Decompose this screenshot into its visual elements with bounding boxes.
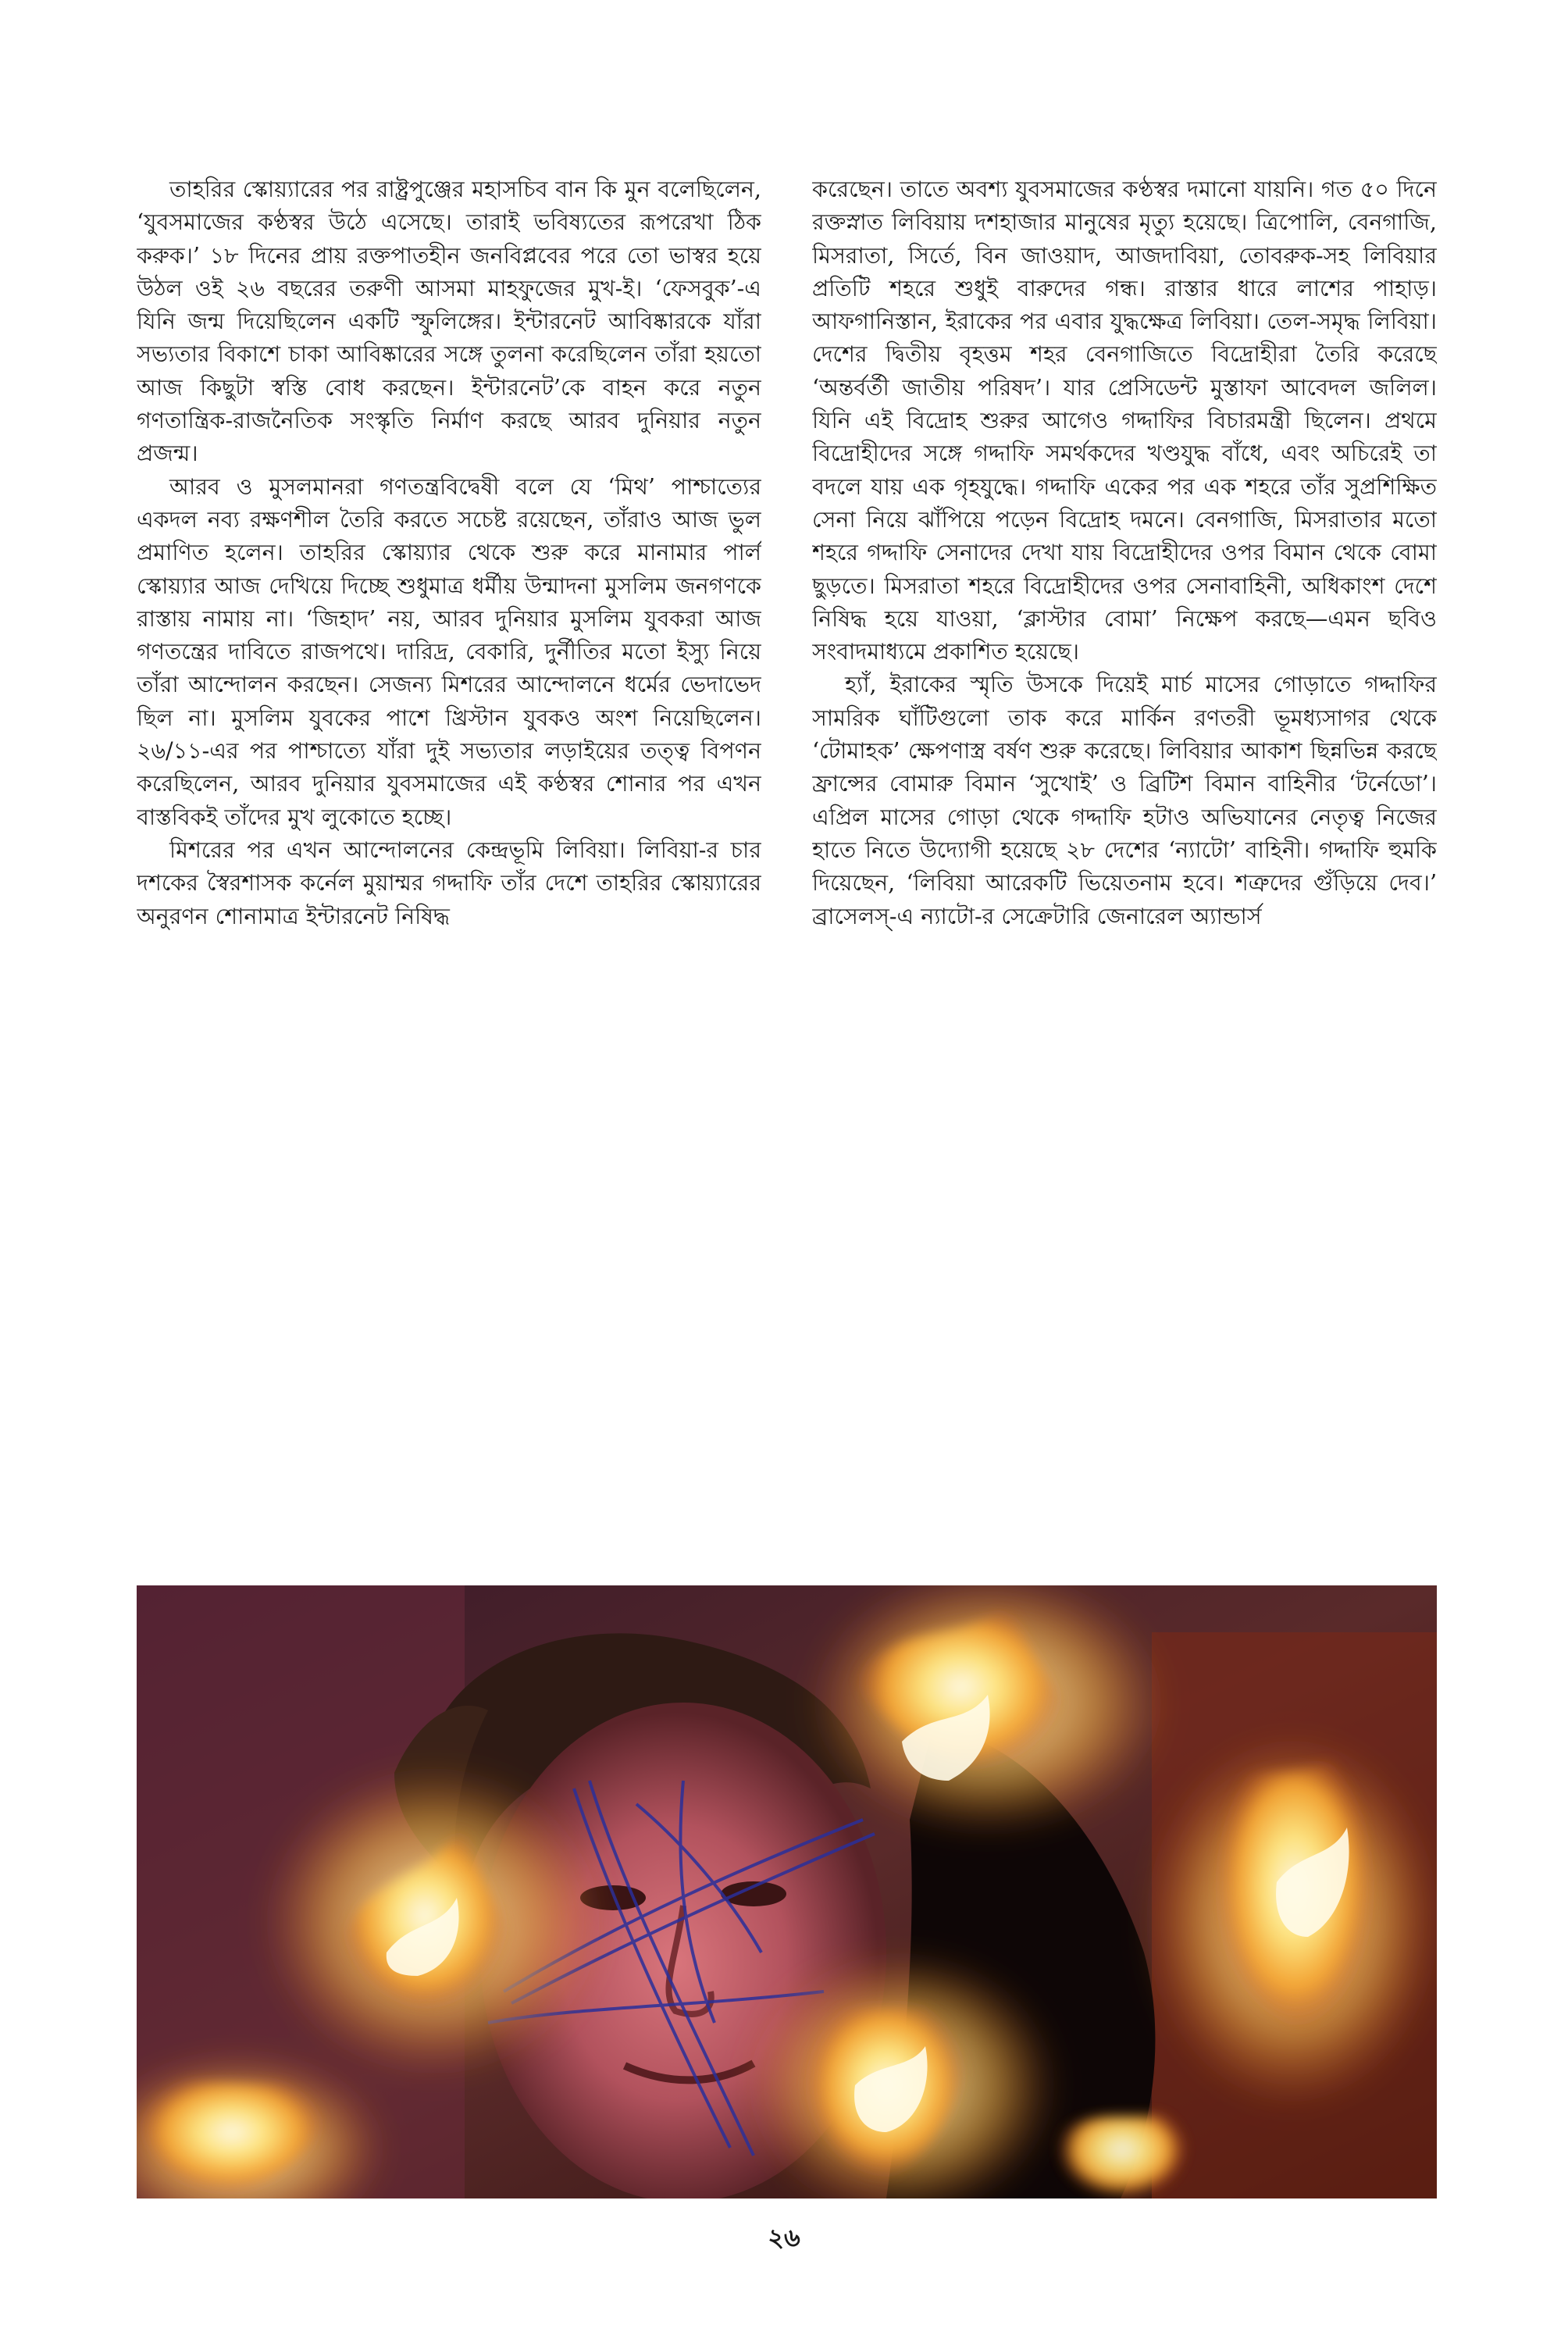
- article-column-left: [137, 173, 761, 1571]
- paragraph-continuation: করেছেন। তাতে অবশ্য যুবসমাজের কণ্ঠস্বর দমানো যায়নি। গত ৫০ দিনে রক্তস্নাত লিবিয়ায় দশহাজার মানুষের মৃত্যু হয়েছে। ত্রিপোলি, বেনগাজি, মিসরাতা, সির্তে, বিন জাওয়াদ, আজদাবিয়া, তোবরুক-সহ লিবিয়ার প্রতিটি শহরে শুধুই বারুদের গন্ধ। রাস্তার ধারে লাশের পাহাড়। আফগানিস্তান, ইরাকের পর এবার যুদ্ধক্ষেত্র লিবিয়া। তেল-সমৃদ্ধ লিবিয়া। দেশের দ্বিতীয় বৃহত্তম শহর বেনগাজিতে বিদ্রোহীরা তৈরি করেছে ‘অন্তর্বর্তী জাতীয় পরিষদ’। যার প্রেসিডেন্ট মুস্তাফা আবেদল জলিল। যিনি এই বিদ্রোহ শুরুর আগেও গদ্দাফির বিচারমন্ত্রী ছিলেন। প্রথমে বিদ্রোহীদের সঙ্গে গদ্দাফি সমর্থকদের খণ্ডযুদ্ধ বাঁধে, এবং অচিরেই তা বদলে যায় এক গৃহযুদ্ধে। গদ্দাফি একের পর এক শহরে তাঁর সুপ্রশিক্ষিত সেনা নিয়ে ঝাঁপিয়ে পড়েন বিদ্রোহ দমনে। বেনগাজি, মিসরাতার মতো শহরে গদ্দাফি সেনাদের দেখা যায় বিদ্রোহীদের ওপর বিমান থেকে বোমা ছুড়তে। মিসরাতা শহরে বিদ্রোহীদের ওপর সেনাবাহিনী, অধিকাংশ দেশে নিষিদ্ধ হয়ে যাওয়া, ‘ক্লাস্টার বোমা’ নিক্ষেপ করছে—এমন ছবিও সংবাদমাধ্যমে প্রকাশিত হয়েছে।: [812, 177, 1437, 665]
- burning-portrait-photo-icon: [137, 1585, 1437, 2198]
- paragraph: তাহরির স্কোয়্যারের পর রাষ্ট্রপুঞ্জের মহাসচিব বান কি মুন বলেছিলেন, ‘যুবসমাজের কণ্ঠস্বর উঠে এসেছে। তারাই ভবিষ্যতের রূপরেখা ঠিক করুক।’ ১৮ দিনের প্রায় রক্তপাতহীন জনবিপ্লবের পরে তো ভাস্বর হয়ে উঠল ওই ২৬ বছরের তরুণী আসমা মাহফুজের মুখ-ই। ‘ফেসবুক’-এ যিনি জন্ম দিয়েছিলেন একটি স্ফুলিঙ্গের। ইন্টারনেট আবিষ্কারকে যাঁরা সভ্যতার বিকাশে চাকা আবিষ্কারের সঙ্গে তুলনা করেছিলেন তাঁরা হয়তো আজ কিছুটা স্বস্তি বোধ করছেন। ইন্টারনেট’কে বাহন করে নতুন গণতান্ত্রিক-রাজনৈতিক সংস্কৃতি নির্মাণ করছে আরব দুনিয়ার নতুন প্রজন্ম।: [137, 177, 761, 467]
- burning-portrait-photo: [137, 1585, 1437, 2198]
- page-number: ২৬: [768, 2223, 800, 2252]
- paragraph: মিশরের পর এখন আন্দোলনের কেন্দ্রভূমি লিবিয়া। লিবিয়া-র চার দশকের স্বৈরশাসক কর্নেল মুয়াম্মর গদ্দাফি তাঁর দেশে তাহরির স্কোয়্যারের অনুরণন শোনামাত্র ইন্টারনেট নিষিদ্ধ: [137, 836, 761, 929]
- paragraph: হ্যাঁ, ইরাকের স্মৃতি উসকে দিয়েই মার্চ মাসের গোড়াতে গদ্দাফির সামরিক ঘাঁটিগুলো তাক করে মার্কিন রণতরী ভূমধ্যসাগর থেকে ‘টোমাহক’ ক্ষেপণাস্ত্র বর্ষণ শুরু করেছে। লিবিয়ার আকাশ ছিন্নভিন্ন করছে ফ্রান্সের বোমারু বিমান ‘সুখোই’ ও ব্রিটিশ বিমান বাহিনীর ‘টর্নেডো’। এপ্রিল মাসের গোড়া থেকে গদ্দাফি হটাও অভিযানের নেতৃত্ব নিজের হাতে নিতে উদ্যোগী হয়েছে ২৮ দেশের ‘ন্যাটো’ বাহিনী। গদ্দাফি হুমকি দিয়েছেন, ‘লিবিয়া আরেকটি ভিয়েতনাম হবে। শত্রুদের গুঁড়িয়ে দেব।’ ব্রাসেলস্-এ ন্যাটো-র সেক্রেটারি জেনারেল অ্যান্ডার্স: [812, 672, 1437, 929]
- article-column-right: [812, 173, 1437, 1571]
- paragraph: আরব ও মুসলমানরা গণতন্ত্রবিদ্বেষী বলে যে ‘মিথ’ পাশ্চাত্যের একদল নব্য রক্ষণশীল তৈরি করতে সচেষ্ট রয়েছেন, তাঁরাও আজ ভুল প্রমাণিত হলেন। তাহরির স্কোয়্যার থেকে শুরু করে মানামার পার্ল স্কোয়্যার আজ দেখিয়ে দিচ্ছে শুধুমাত্র ধর্মীয় উন্মাদনা মুসলিম জনগণকে রাস্তায় নামায় না। ‘জিহাদ’ নয়, আরব দুনিয়ার মুসলিম যুবকরা আজ গণতন্ত্রের দাবিতে রাজপথে। দারিদ্র, বেকারি, দুর্নীতির মতো ইস্যু নিয়ে তাঁরা আন্দোলন করছেন। সেজন্য মিশরের আন্দোলনে ধর্মের ভেদাভেদ ছিল না। মুসলিম যুবকের পাশে খ্রিস্টান যুবকও অংশ নিয়েছিলেন। ২৬/১১-এর পর পাশ্চাত্যে যাঁরা দুই সভ্যতার লড়াইয়ের তত্ত্ব বিপণন করেছিলেন, আরব দুনিয়ার যুবসমাজের এই কণ্ঠস্বর শোনার পর এখন বাস্তবিকই তাঁদের মুখ লুকোতে হচ্ছে।: [137, 473, 761, 830]
- article-body: [137, 173, 1437, 1571]
